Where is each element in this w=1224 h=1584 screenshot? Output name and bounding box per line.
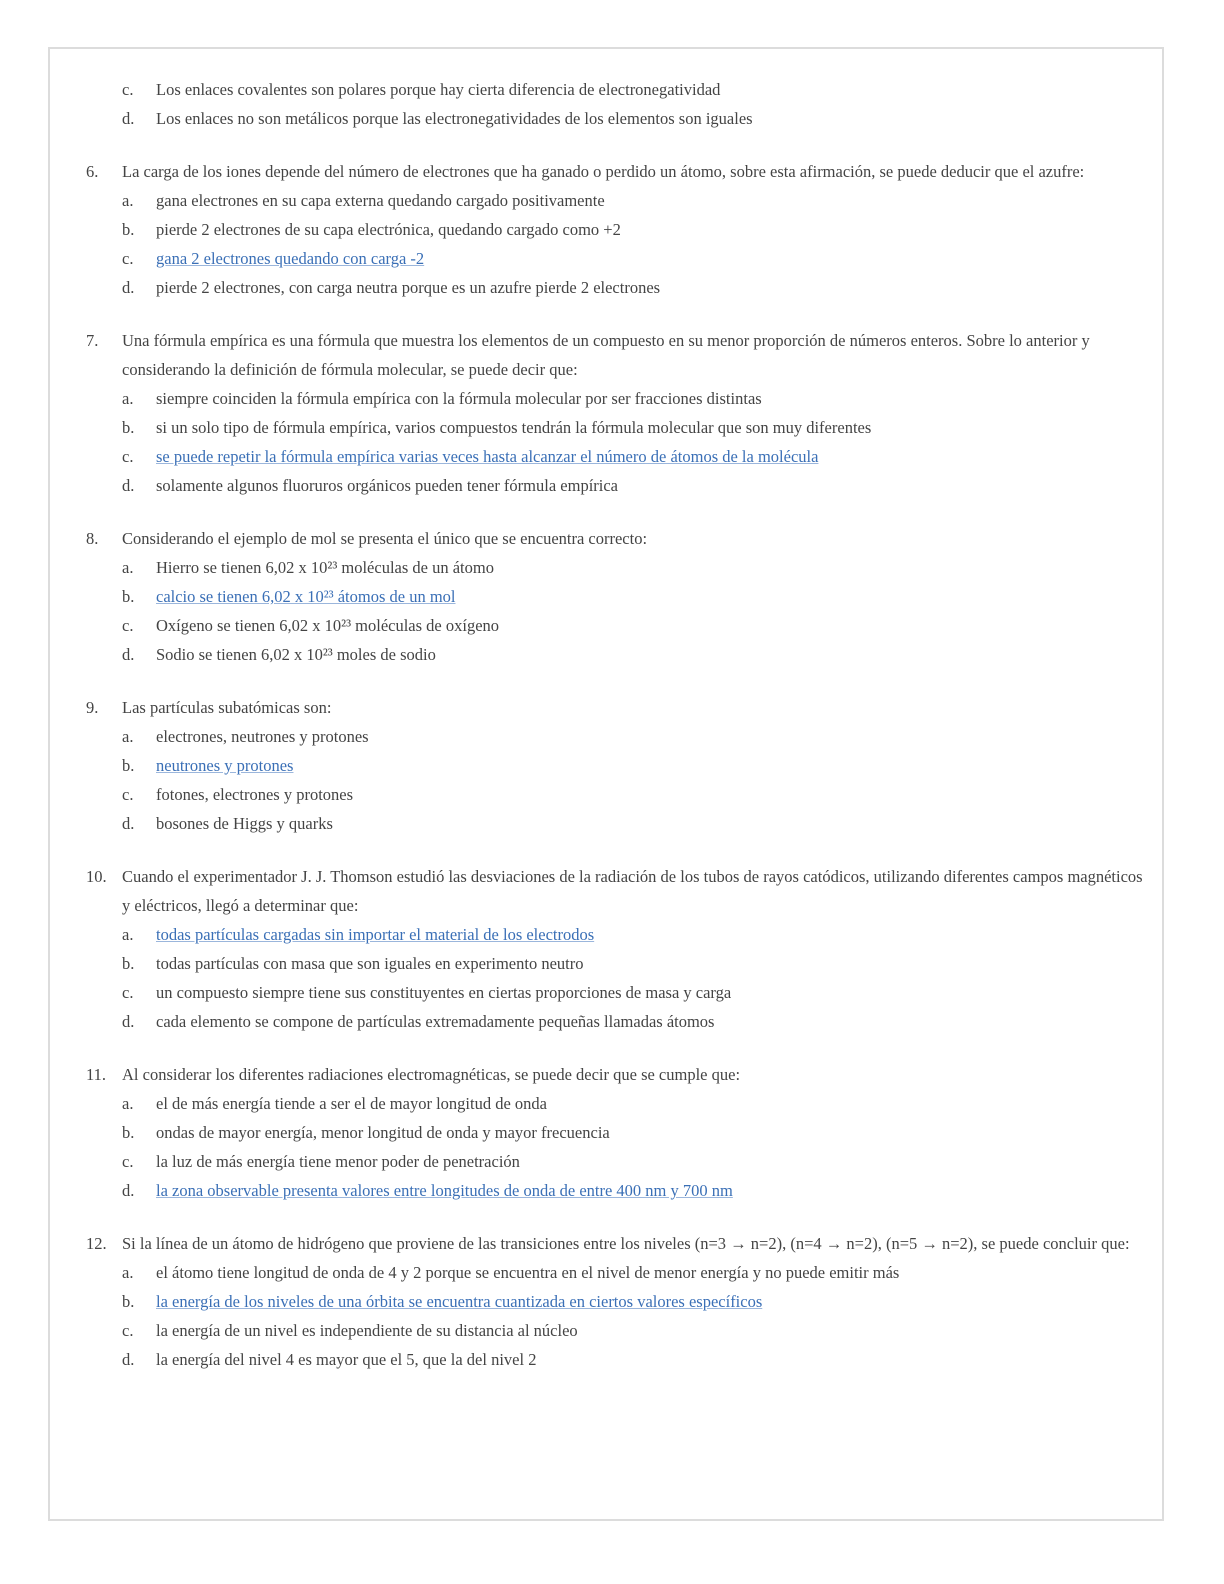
question-number: 10.	[86, 867, 107, 886]
answer-option-correct	[86, 920, 1151, 949]
options-list	[86, 553, 1151, 669]
option-letter: d.	[122, 1181, 135, 1200]
question-number: 12.	[86, 1234, 107, 1253]
option-letter: a.	[122, 558, 134, 577]
question-list	[86, 75, 1151, 1374]
question-stem	[86, 326, 1151, 384]
answer-option	[86, 553, 1151, 582]
answer-option	[86, 1089, 1151, 1118]
answer-option	[86, 75, 1151, 104]
answer-option-correct	[86, 1287, 1151, 1316]
answer-option	[86, 215, 1151, 244]
option-text: Los enlaces no son metálicos porque las electronegatividades de los elementos son iguales	[156, 109, 753, 128]
option-text: pierde 2 electrones, con carga neutra porque es un azufre pierde 2 electrones	[156, 278, 661, 297]
answer-option	[86, 1007, 1151, 1036]
option-letter: d.	[122, 109, 135, 128]
answer-option	[86, 1258, 1151, 1287]
question-stem	[86, 157, 1151, 186]
option-text: bosones de Higgs y quarks	[156, 814, 333, 833]
answer-option	[86, 413, 1151, 442]
question-number: 8.	[86, 529, 99, 548]
answer-option-correct	[86, 1176, 1151, 1205]
option-letter: a.	[122, 191, 134, 210]
option-letter: b.	[122, 418, 135, 437]
continued-options	[86, 75, 1151, 133]
option-letter: c.	[122, 447, 134, 466]
answer-option	[86, 384, 1151, 413]
option-text: Sodio se tienen 6,02 x 10²³ moles de sodio	[156, 645, 436, 664]
question-text: La carga de los iones depende del número de electrones que ha ganado o perdido un átomo, sobre esta afirmación, se puede deducir que el azufre:	[122, 162, 1085, 181]
option-text: ondas de mayor energía, menor longitud de onda y mayor frecuencia	[156, 1123, 610, 1142]
option-letter: b.	[122, 954, 135, 973]
option-text: gana 2 electrones quedando con carga -2	[156, 249, 425, 268]
answer-option	[86, 809, 1151, 838]
question-block	[86, 1229, 1151, 1374]
question-text: Las partículas subatómicas son:	[122, 698, 332, 717]
option-text: si un solo tipo de fórmula empírica, varios compuestos tendrán la fórmula molecular que son muy diferentes	[156, 418, 872, 437]
question-text: Considerando el ejemplo de mol se presenta el único que se encuentra correcto:	[122, 529, 648, 548]
question-text: Al considerar los diferentes radiaciones electromagnéticas, se puede decir que se cumple que:	[122, 1065, 741, 1084]
option-text: todas partículas con masa que son iguales en experimento neutro	[156, 954, 584, 973]
option-letter: c.	[122, 80, 134, 99]
option-letter: d.	[122, 476, 135, 495]
option-letter: b.	[122, 587, 135, 606]
options-list	[86, 384, 1151, 500]
question-text: Cuando el experimentador J. J. Thomson estudió las desviaciones de la radiación de los tubos de rayos catódicos, utilizando diferentes campos magnéticos y eléctricos, llegó a determinar que:	[122, 867, 1143, 915]
option-text: siempre coinciden la fórmula empírica con la fórmula molecular por ser fracciones distintas	[156, 389, 762, 408]
question-stem	[86, 693, 1151, 722]
answer-option	[86, 1147, 1151, 1176]
option-text: solamente algunos fluoruros orgánicos pueden tener fórmula empírica	[156, 476, 619, 495]
option-text: un compuesto siempre tiene sus constituyentes en ciertas proporciones de masa y carga	[156, 983, 732, 1002]
option-letter: c.	[122, 983, 134, 1002]
options-list	[86, 722, 1151, 838]
answer-option	[86, 780, 1151, 809]
option-letter: c.	[122, 616, 134, 635]
question-text: Una fórmula empírica es una fórmula que muestra los elementos de un compuesto en su menor proporción de números enteros. Sobre lo anterior y considerando la definición de fórmula molecular, se puede decir que:	[122, 331, 1090, 379]
option-text: Oxígeno se tienen 6,02 x 10²³ moléculas de oxígeno	[156, 616, 500, 635]
question-number: 9.	[86, 698, 99, 717]
option-text: Hierro se tienen 6,02 x 10²³ moléculas de un átomo	[156, 558, 494, 577]
options-list	[86, 1089, 1151, 1205]
question-stem	[86, 1060, 1151, 1089]
answer-option	[86, 722, 1151, 751]
options-list	[86, 186, 1151, 302]
answer-option	[86, 186, 1151, 215]
answer-option	[86, 978, 1151, 1007]
question-block	[86, 693, 1151, 838]
option-letter: a.	[122, 925, 134, 944]
option-letter: b.	[122, 1123, 135, 1142]
answer-option-correct	[86, 244, 1151, 273]
question-block	[86, 524, 1151, 669]
option-text: pierde 2 electrones de su capa electrónica, quedando cargado como +2	[156, 220, 621, 239]
question-stem	[86, 524, 1151, 553]
answer-option	[86, 1345, 1151, 1374]
answer-option	[86, 1316, 1151, 1345]
option-text: fotones, electrones y protones	[156, 785, 354, 804]
option-text: todas partículas cargadas sin importar el material de los electrodos	[156, 925, 595, 944]
document-page	[48, 47, 1164, 1521]
answer-option-correct	[86, 751, 1151, 780]
question-block	[86, 326, 1151, 500]
option-text: el de más energía tiende a ser el de mayor longitud de onda	[156, 1094, 547, 1113]
option-letter: d.	[122, 278, 135, 297]
question-text: Si la línea de un átomo de hidrógeno que proviene de las transiciones entre los niveles (n=3 → n=2), (n=4 → n=2), (n=5 → n=2), se puede concluir que:	[122, 1234, 1130, 1253]
question-block	[86, 1060, 1151, 1205]
option-text: electrones, neutrones y protones	[156, 727, 369, 746]
option-letter: b.	[122, 756, 135, 775]
option-letter: a.	[122, 1263, 134, 1282]
question-number: 11.	[86, 1065, 107, 1084]
option-text: la energía del nivel 4 es mayor que el 5, que la del nivel 2	[156, 1350, 537, 1369]
option-letter: d.	[122, 645, 135, 664]
option-text: calcio se tienen 6,02 x 10²³ átomos de un mol	[156, 587, 456, 606]
option-text: cada elemento se compone de partículas extremadamente pequeñas llamadas átomos	[156, 1012, 715, 1031]
answer-option	[86, 640, 1151, 669]
answer-option-correct	[86, 582, 1151, 611]
option-letter: c.	[122, 785, 134, 804]
options-list	[86, 920, 1151, 1036]
question-block	[86, 862, 1151, 1036]
question-stem	[86, 1229, 1151, 1258]
option-text: la energía de un nivel es independiente de su distancia al núcleo	[156, 1321, 578, 1340]
option-text: la luz de más energía tiene menor poder de penetración	[156, 1152, 520, 1171]
answer-option	[86, 471, 1151, 500]
option-letter: b.	[122, 220, 135, 239]
option-text: el átomo tiene longitud de onda de 4 y 2 porque se encuentra en el nivel de menor energía y no puede emitir más	[156, 1263, 900, 1282]
option-letter: c.	[122, 1152, 134, 1171]
answer-option	[86, 611, 1151, 640]
answer-option-correct	[86, 442, 1151, 471]
option-letter: a.	[122, 1094, 134, 1113]
option-text: gana electrones en su capa externa quedando cargado positivamente	[156, 191, 605, 210]
answer-option	[86, 104, 1151, 133]
option-text: la energía de los niveles de una órbita se encuentra cuantizada en ciertos valores específicos	[156, 1292, 763, 1311]
option-letter: c.	[122, 1321, 134, 1340]
option-text: la zona observable presenta valores entre longitudes de onda de entre 400 nm y 700 nm	[156, 1181, 733, 1200]
option-letter: a.	[122, 389, 134, 408]
answer-option	[86, 1118, 1151, 1147]
question-number: 6.	[86, 162, 99, 181]
question-number: 7.	[86, 331, 99, 350]
option-text: se puede repetir la fórmula empírica varias veces hasta alcanzar el número de átomos de la molécula	[156, 447, 819, 466]
option-letter: d.	[122, 814, 135, 833]
answer-option	[86, 273, 1151, 302]
option-letter: c.	[122, 249, 134, 268]
option-text: neutrones y protones	[156, 756, 294, 775]
answer-option	[86, 949, 1151, 978]
question-stem	[86, 862, 1151, 920]
options-list	[86, 1258, 1151, 1374]
option-letter: d.	[122, 1012, 135, 1031]
option-letter: b.	[122, 1292, 135, 1311]
option-letter: a.	[122, 727, 134, 746]
option-text: Los enlaces covalentes son polares porque hay cierta diferencia de electronegatividad	[156, 80, 721, 99]
question-block	[86, 157, 1151, 302]
option-letter: d.	[122, 1350, 135, 1369]
